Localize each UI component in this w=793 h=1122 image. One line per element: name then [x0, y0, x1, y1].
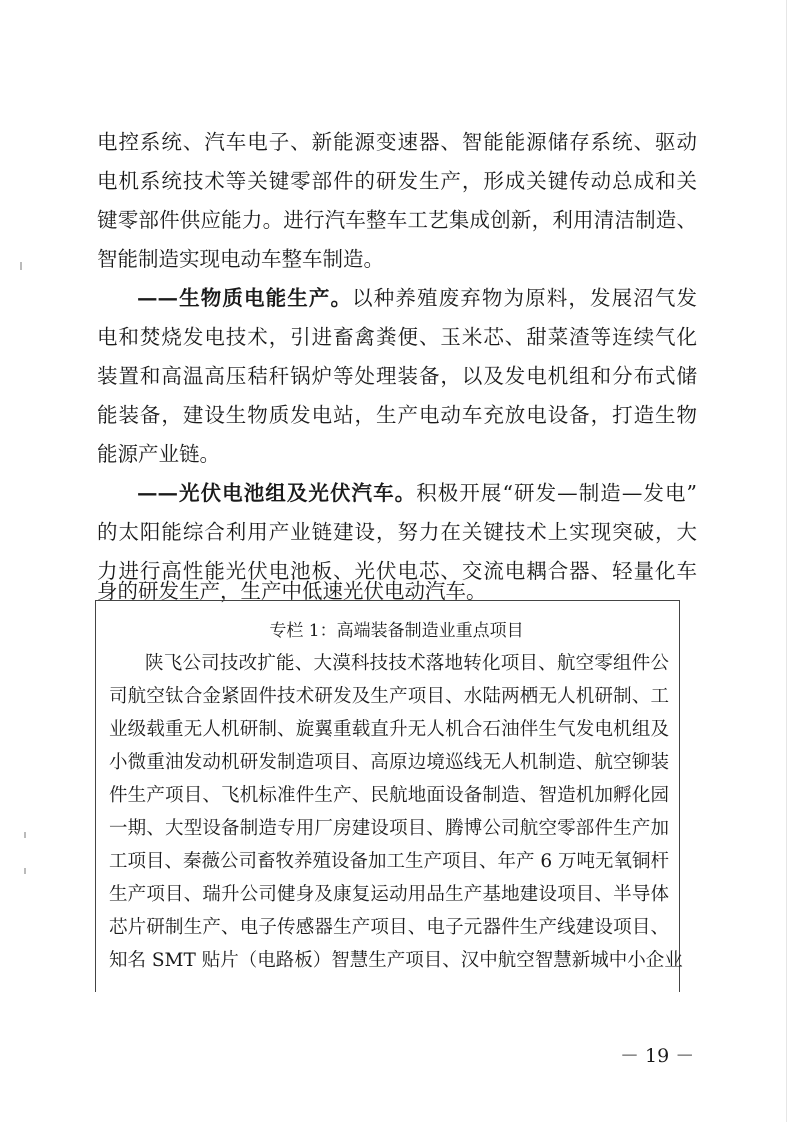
special-column-title: 专栏 1：高端装备制造业重点项目 [269, 621, 524, 641]
box-line-2: 司航空钛合金紧固件技术研发及生产项目、水陆两栖无人机研制、工 [109, 686, 669, 707]
paragraph-3-line-1 [137, 478, 697, 508]
paragraph-1-line-4: 智能制造实现电动车整车制造。 [97, 247, 384, 271]
paragraph-2-line-3: 装置和高温高压秸秆锅炉等处理装备，以及发电机组和分布式储 [97, 364, 697, 388]
paragraph-3-line-2: 的太阳能综合利用产业链建设，努力在关键技术上实现突破，大 [97, 520, 697, 544]
box-line-3: 业级载重无人机研制、旋翼重载直升无人机合石油伴生气发电机组及 [109, 719, 669, 740]
box-line-4: 小微重油发动机研发制造项目、高原边境巡线无人机制造、航空铆装 [109, 752, 669, 773]
page-number: － 19 － [620, 1045, 695, 1067]
paragraph-2-line-4: 能装备，建设生物质发电站，生产电动车充放电设备，打造生物 [97, 403, 697, 427]
paragraph-2-line-1 [137, 283, 697, 313]
scan-mark [24, 868, 26, 874]
scan-edge [786, 0, 787, 1122]
paragraph-2-heading: ——生物质电能生产。 [137, 286, 353, 310]
paragraph-3-heading: ——光伏电池组及光伏汽车。 [137, 481, 417, 505]
box-line-7: 工项目、秦薇公司畜牧养殖设备加工生产项目、年产 6 万吨无氧铜杆 [109, 851, 670, 872]
box-line-10: 知名 SMT 贴片（电路板）智慧生产项目、汉中航空智慧新城中小企业 [109, 950, 683, 971]
paragraph-2-line-2: 电和焚烧发电技术，引进畜禽粪便、玉米芯、甜菜渣等连续气化 [97, 325, 697, 349]
box-line-9: 芯片研制生产、电子传感器生产项目、电子元器件生产线建设项目、 [109, 917, 669, 938]
box-line-6: 一期、大型设备制造专用厂房建设项目、腾博公司航空零部件生产加 [109, 818, 669, 839]
paragraph-1-line-1: 电控系统、汽车电子、新能源变速器、智能能源储存系统、驱动 [97, 130, 697, 154]
scan-mark [20, 262, 22, 270]
paragraph-2-line-1-text: 以种养殖废弃物为原料，发展沼气发 [352, 286, 697, 310]
box-line-5: 件生产项目、飞机标准件生产、民航地面设备制造、智造机加孵化园 [109, 785, 669, 806]
paragraph-2-line-5: 能源产业链。 [97, 442, 220, 466]
paragraph-3-line-4: 身的研发生产，生产中低速光伏电动汽车。 [97, 579, 487, 603]
paragraph-1-line-3: 键零部件供应能力。进行汽车整车工艺集成创新，利用清洁制造、 [97, 208, 697, 232]
paragraph-3-line-1-text: 积极开展“研发—制造—发电” [416, 481, 697, 505]
box-line-8: 生产项目、瑞升公司健身及康复运动用品生产基地建设项目、半导体 [109, 884, 669, 905]
box-line-1: 陕飞公司技改扩能、大漠科技技术落地转化项目、航空零组件公 [145, 653, 669, 674]
scan-mark [24, 832, 26, 838]
paragraph-1-line-2: 电机系统技术等关键零部件的研发生产，形成关键传动总成和关 [97, 169, 697, 193]
paragraph-3-line-3: 力进行高性能光伏电池板、光伏电芯、交流电耦合器、轻量化车 [97, 559, 697, 583]
